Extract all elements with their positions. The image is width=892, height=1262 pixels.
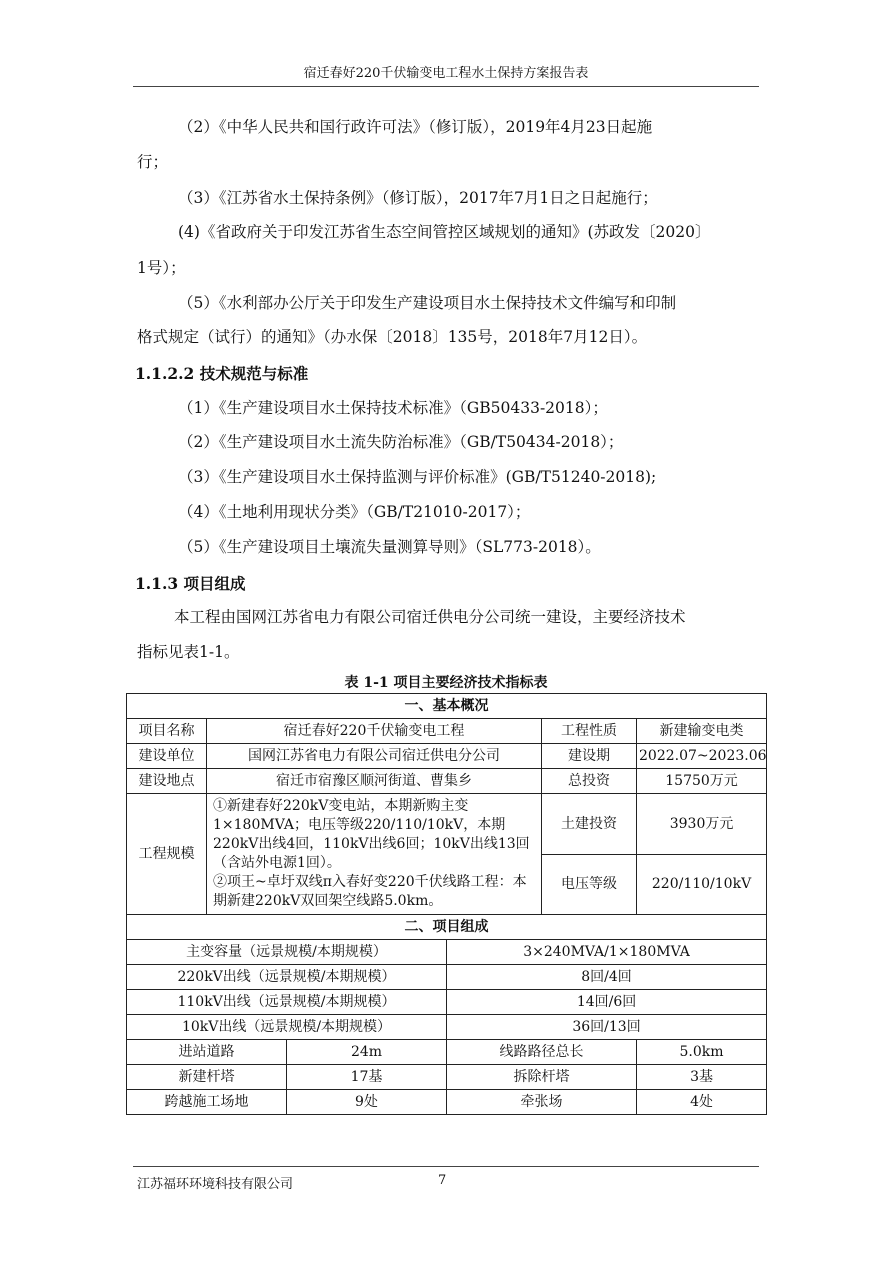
law-item-5-line1: （5）《水利部办公厅关于印发生产建设项目水土保持技术文件编写和印制 <box>178 294 677 312</box>
table-row <box>127 769 767 794</box>
cell-value: 24m <box>287 1040 447 1065</box>
law-item-5-line2: 格式规定（试行）的通知》（办水保〔2018〕135号，2018年7月12日）。 <box>137 328 648 346</box>
header-rule <box>133 86 759 87</box>
law-item-4-line2: 1号）； <box>137 259 186 277</box>
cell-value: 国网江苏省电力有限公司宿迁供电分公司 <box>207 744 542 769</box>
standard-item-2: （2）《生产建设项目水土流失防治标准》（GB/T50434-2018）； <box>178 433 624 451</box>
cell-value: 8回/4回 <box>447 965 767 990</box>
cell-value: 14回/6回 <box>447 990 767 1015</box>
cell-label: 建设期 <box>542 744 637 769</box>
cell-value: 220/110/10kV <box>637 854 767 915</box>
cell-value: 3×240MVA/1×180MVA <box>447 940 767 965</box>
cell-value: 宿迁春好220千伏输变电工程 <box>207 719 542 744</box>
cell-label: 电压等级 <box>542 854 637 915</box>
table-row <box>127 965 767 990</box>
intro-paragraph-line1: 本工程由国网江苏省电力有限公司宿迁供电分公司统一建设，主要经济技术 <box>174 608 686 626</box>
scale-item-1: ①新建春好220kV变电站，本期新购主变1×180MVA；电压等级220/110/10kV，本期220kV出线4回，110kV出线6回；10kV出线13回（含站外电源1回）。 <box>213 798 530 871</box>
cell-label: 土建投资 <box>542 794 637 855</box>
cell-label: 220kV出线（远景规模/本期规模） <box>127 965 447 990</box>
table-caption: 表 1-1 项目主要经济技术指标表 <box>344 675 548 691</box>
cell-label: 建设单位 <box>127 744 207 769</box>
cell-label: 主变容量（远景规模/本期规模） <box>127 940 447 965</box>
table-row <box>127 915 767 940</box>
table-row <box>127 1015 767 1040</box>
table-row <box>127 990 767 1015</box>
cell-value: 宿迁市宿豫区顺河街道、曹集乡 <box>207 769 542 794</box>
cell-value: 36回/13回 <box>447 1015 767 1040</box>
section-project-composition: 二、项目组成 <box>127 915 767 940</box>
table-row <box>127 1090 767 1115</box>
section-heading-1122: 1.1.2.2 技术规范与标准 <box>135 364 309 383</box>
cell-label: 项目名称 <box>127 719 207 744</box>
cell-label: 新建杆塔 <box>127 1065 287 1090</box>
cell-value: 2022.07~2023.06 <box>637 744 767 769</box>
cell-scale-description <box>207 794 542 915</box>
section-heading-113: 1.1.3 项目组成 <box>135 574 246 593</box>
table-row <box>127 694 767 719</box>
cell-value: 新建输变电类 <box>637 719 767 744</box>
scale-item-2: ②项王~卓圩双线π入春好变220千伏线路工程：本期新建220kV双回架空线路5.0km。 <box>213 874 527 909</box>
law-item-2-line2: 行； <box>137 153 169 171</box>
table-row <box>127 1065 767 1090</box>
indicator-table <box>126 693 767 1115</box>
cell-label: 线路路径总长 <box>447 1040 637 1065</box>
cell-value: 3930万元 <box>637 794 767 855</box>
law-item-3: （3）《江苏省水土保持条例》（修订版），2017年7月1日之日起施行； <box>178 189 658 207</box>
table-row <box>127 794 767 855</box>
footer-company: 江苏福环环境科技有限公司 <box>137 1177 294 1192</box>
cell-label: 总投资 <box>542 769 637 794</box>
cell-value: 15750万元 <box>637 769 767 794</box>
cell-value: 17基 <box>287 1065 447 1090</box>
cell-value: 3基 <box>637 1065 767 1090</box>
cell-value: 5.0km <box>637 1040 767 1065</box>
cell-label: 进站道路 <box>127 1040 287 1065</box>
cell-value: 9处 <box>287 1090 447 1115</box>
page-number: 7 <box>438 1173 447 1188</box>
page-header-title: 宿迁春好220千伏输变电工程水土保持方案报告表 <box>303 66 589 81</box>
law-item-2-line1: （2）《中华人民共和国行政许可法》（修订版），2019年4月23日起施 <box>178 118 653 136</box>
intro-paragraph-line2: 指标见表1-1。 <box>137 643 240 661</box>
cell-label: 10kV出线（远景规模/本期规模） <box>127 1015 447 1040</box>
standard-item-1: （1）《生产建设项目水土保持技术标准》（GB50433-2018）； <box>178 399 608 417</box>
table-row <box>127 719 767 744</box>
cell-label: 跨越施工场地 <box>127 1090 287 1115</box>
cell-label: 牵张场 <box>447 1090 637 1115</box>
footer-rule <box>133 1166 759 1167</box>
cell-label: 110kV出线（远景规模/本期规模） <box>127 990 447 1015</box>
section-basic-overview: 一、基本概况 <box>127 694 767 719</box>
table-row <box>127 744 767 769</box>
cell-label: 建设地点 <box>127 769 207 794</box>
cell-label: 工程性质 <box>542 719 637 744</box>
table-row <box>127 1040 767 1065</box>
standard-item-5: （5）《生产建设项目土壤流失量测算导则》（SL773-2018）。 <box>178 538 601 556</box>
law-item-4-line1: (4)《省政府关于印发江苏省生态空间管控区域规划的通知》(苏政发〔2020〕 <box>178 223 711 241</box>
standard-item-4: （4）《土地利用现状分类》（GB/T21010-2017）； <box>178 503 531 521</box>
standard-item-3: （3）《生产建设项目水土保持监测与评价标准》(GB/T51240-2018); <box>178 468 657 486</box>
cell-label: 工程规模 <box>127 794 207 915</box>
table-row <box>127 940 767 965</box>
cell-label: 拆除杆塔 <box>447 1065 637 1090</box>
cell-value: 4处 <box>637 1090 767 1115</box>
